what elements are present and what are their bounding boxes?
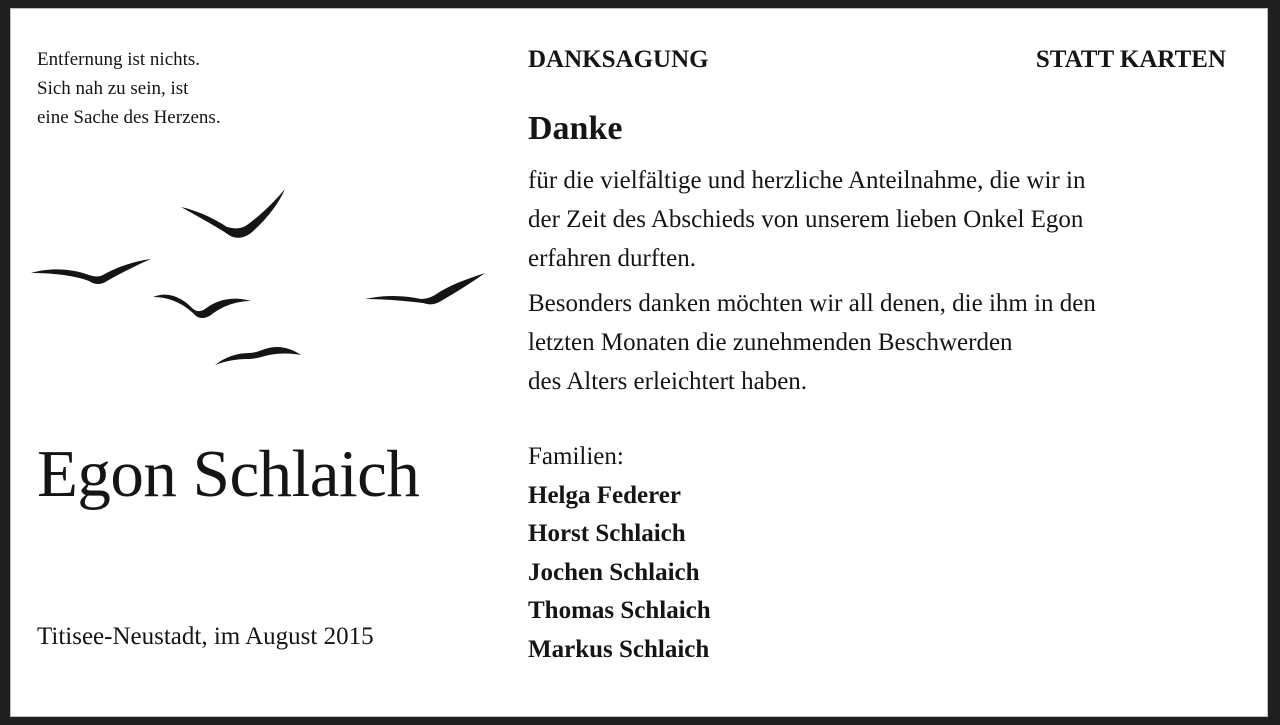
deceased-name: Egon Schlaich bbox=[37, 437, 420, 511]
memorial-quote bbox=[37, 45, 337, 132]
families-list bbox=[528, 438, 711, 669]
families-label: Familien: bbox=[528, 443, 624, 470]
bird-icon bbox=[215, 347, 301, 365]
quote-line: Entfernung ist nichts. bbox=[37, 49, 201, 70]
family-member: Helga Federer bbox=[528, 481, 681, 509]
family-member: Thomas Schlaich bbox=[528, 597, 711, 624]
paragraph-line: für die vielfältige und herzliche Anteilnahme, die wir in bbox=[528, 167, 1086, 194]
quote-line: eine Sache des Herzens. bbox=[37, 107, 221, 128]
bird-icon bbox=[181, 189, 285, 238]
family-member: Markus Schlaich bbox=[528, 635, 710, 663]
thanks-paragraph-1 bbox=[528, 161, 1248, 278]
obituary-notice bbox=[10, 8, 1268, 717]
heading-statt-karten: STATT KARTEN bbox=[1035, 46, 1226, 73]
paragraph-line: letzten Monaten die zunehmenden Beschwerden bbox=[528, 329, 1013, 356]
paragraph-line: der Zeit des Abschieds von unserem lieben Onkel Egon bbox=[528, 206, 1084, 233]
bird-icon bbox=[365, 273, 485, 304]
bird-icon bbox=[153, 295, 251, 318]
quote-line: Sich nah zu sein, ist bbox=[37, 78, 189, 99]
paragraph-line: des Alters erleichtert haben. bbox=[528, 368, 808, 395]
thanks-paragraph-2 bbox=[528, 284, 1248, 401]
bird-icon bbox=[31, 259, 151, 284]
heading-danksagung: DANKSAGUNG bbox=[528, 46, 709, 73]
paragraph-line: erfahren durften. bbox=[528, 245, 696, 272]
paragraph-line: Besonders danken möchten wir all denen, die ihm in den bbox=[528, 290, 1096, 317]
thanks-title: Danke bbox=[528, 110, 623, 147]
family-member: Horst Schlaich bbox=[528, 520, 686, 547]
family-member: Jochen Schlaich bbox=[528, 558, 700, 586]
flying-birds-illustration bbox=[29, 185, 489, 375]
place-date: Titisee-Neustadt, im August 2015 bbox=[37, 623, 374, 650]
